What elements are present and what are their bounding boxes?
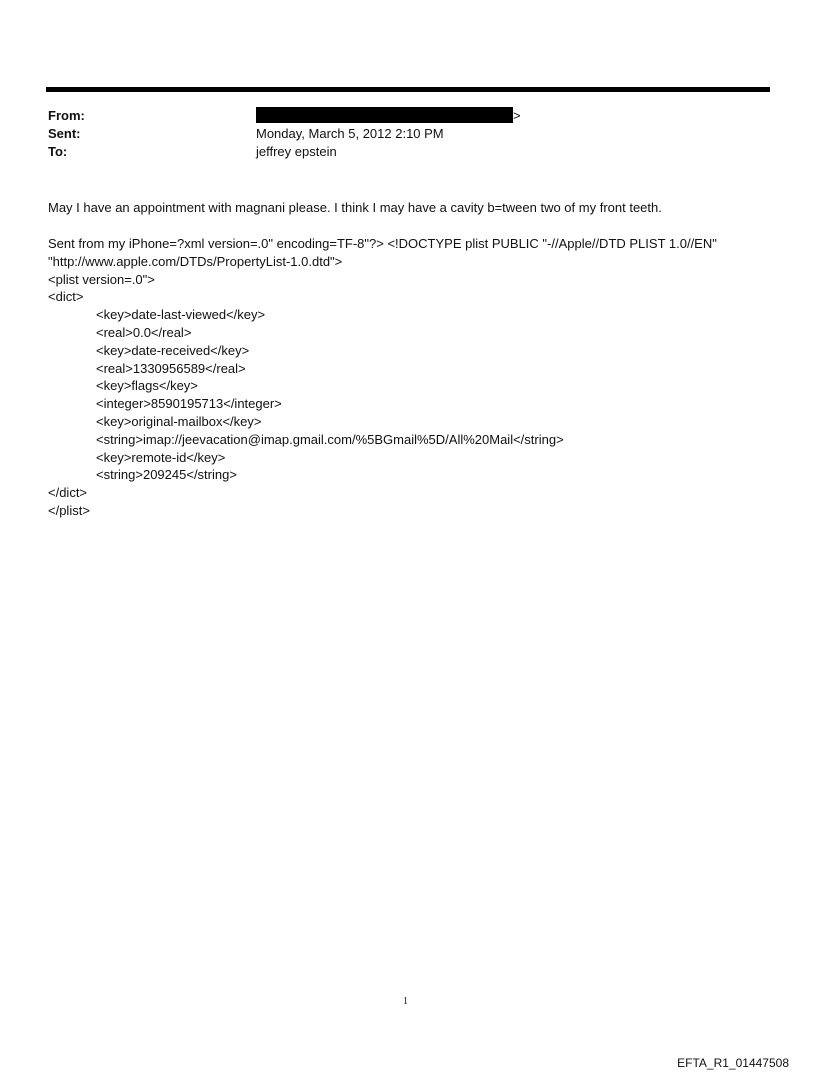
dict-line: <key>date-last-viewed</key> bbox=[96, 307, 266, 323]
dict-line: <string>imap://jeevacation@imap.gmail.com/%5BGmail%5D/All%20Mail</string> bbox=[96, 431, 564, 447]
plist-block bbox=[48, 235, 717, 520]
dict-line: <key>original-mailbox</key> bbox=[96, 413, 262, 429]
from-suffix: > bbox=[513, 108, 521, 123]
header-rule bbox=[46, 87, 770, 92]
dict-line: <key>remote-id</key> bbox=[96, 449, 226, 465]
from-value bbox=[256, 107, 521, 125]
signature-line: <dict> bbox=[48, 289, 84, 305]
redaction-block bbox=[256, 107, 513, 123]
dict-line: <key>date-received</key> bbox=[96, 342, 250, 358]
dict-line: <string>209245</string> bbox=[96, 467, 237, 483]
dict-line: <key>flags</key> bbox=[96, 378, 198, 394]
dict-line: <real>0.0</real> bbox=[96, 324, 192, 340]
email-body: May I have an appointment with magnani please. I think I may have a cavity b=tween two of my front teeth. bbox=[48, 200, 662, 215]
signature-line: <plist version=.0"> bbox=[48, 271, 155, 287]
signature-line: Sent from my iPhone=?xml version=.0" encoding=TF-8"?> <!DOCTYPE plist PUBLIC "-//Apple//DTD PLIST 1.0//EN" bbox=[48, 236, 717, 251]
sent-value: Monday, March 5, 2012 2:10 PM bbox=[256, 126, 444, 141]
signature-line: "http://www.apple.com/DTDs/PropertyList-1.0.dtd"> bbox=[48, 253, 343, 269]
closing-line: </dict> bbox=[48, 485, 88, 501]
to-label: To: bbox=[48, 144, 68, 159]
page-number: 1 bbox=[403, 996, 408, 1007]
dict-line: <integer>8590195713</integer> bbox=[96, 396, 282, 412]
to-value: jeffrey epstein bbox=[256, 144, 337, 159]
dict-line: <real>1330956589</real> bbox=[96, 360, 246, 376]
closing-line: </plist> bbox=[48, 502, 90, 518]
from-label: From: bbox=[48, 108, 85, 123]
document-id: EFTA_R1_01447508 bbox=[677, 1056, 789, 1070]
sent-label: Sent: bbox=[48, 126, 81, 141]
